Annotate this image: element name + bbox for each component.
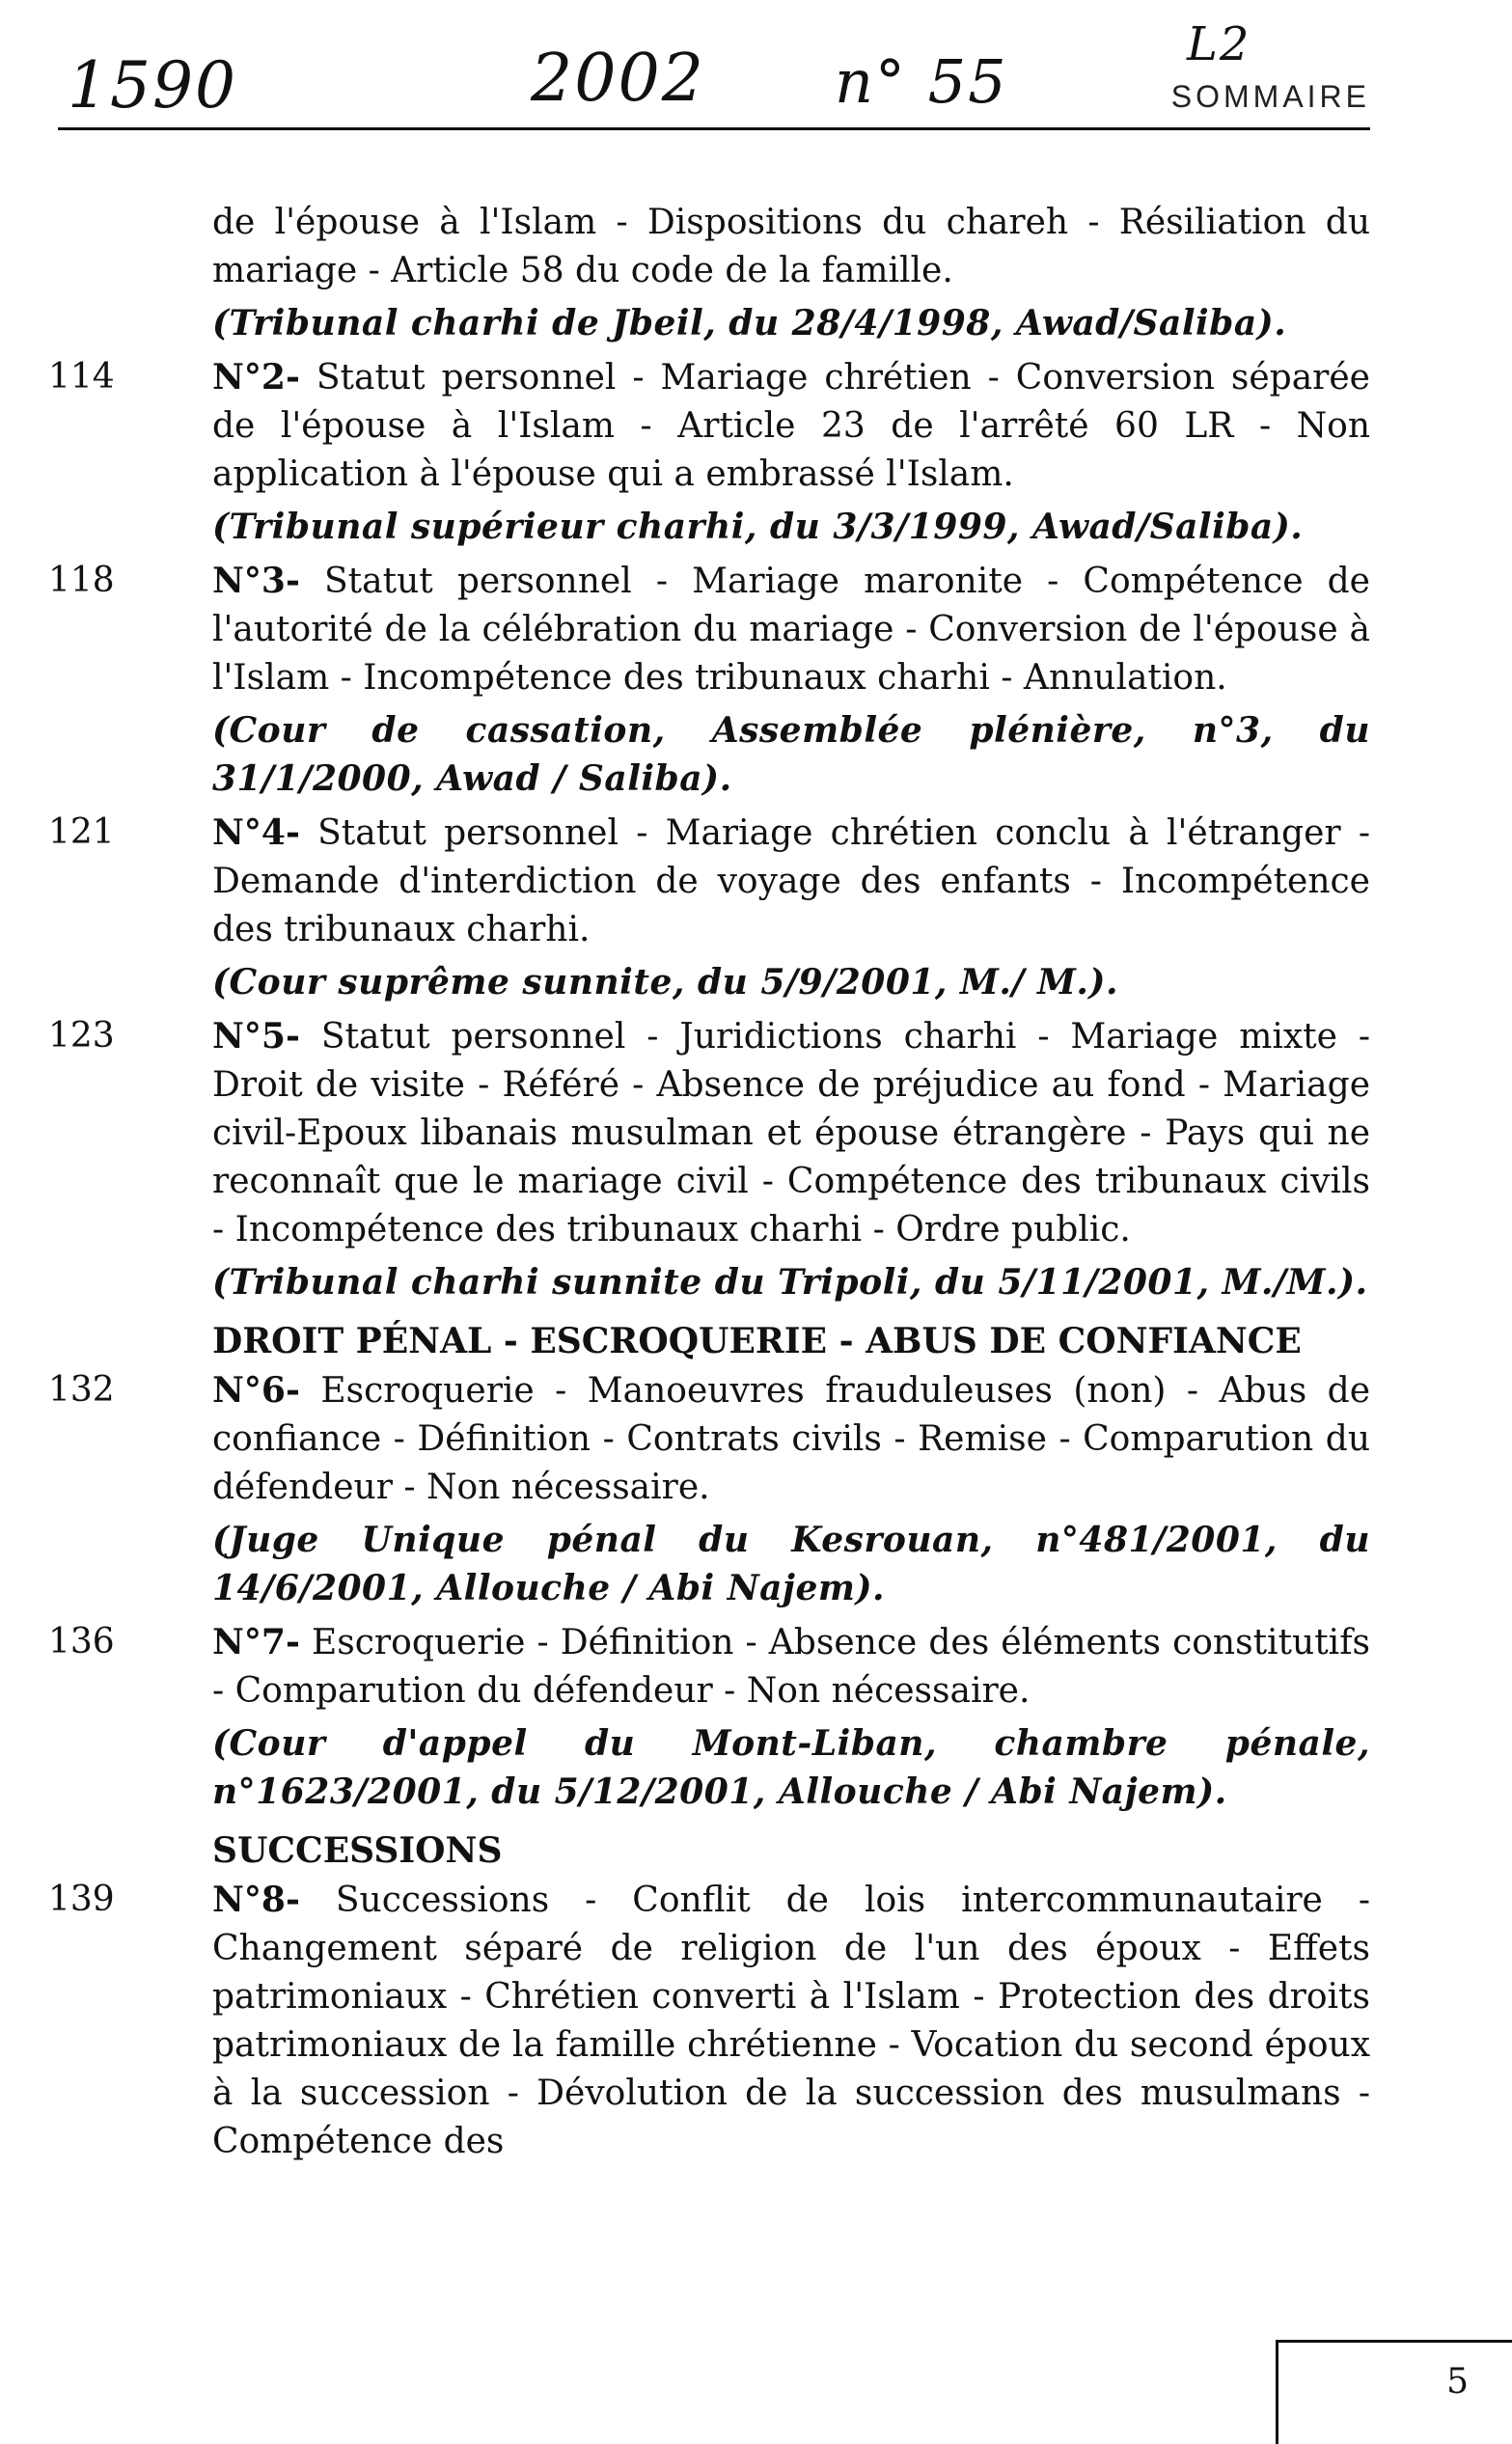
entry-page-number: [0, 198, 212, 347]
summary-entry: [0, 198, 1512, 347]
entry-body: [212, 1012, 1370, 1306]
section-heading-successions: SUCCESSIONS: [212, 1830, 503, 1871]
summary-entry: [0, 353, 1512, 551]
entry-source: (Cour suprême sunnite, du 5/9/2001, M./ M.).: [212, 962, 1118, 1002]
section-heading-row: [0, 1312, 1512, 1366]
entry-text: [212, 353, 1370, 499]
entry-label: N°2-: [212, 357, 300, 398]
entry-body: [212, 557, 1370, 803]
handwritten-annotation-1: 1590: [68, 48, 237, 123]
section-heading-droit-penal: DROIT PÉNAL - ESCROQUERIE - ABUS DE CONFIANCE: [212, 1321, 1302, 1361]
entry-text: [212, 809, 1370, 954]
footer-page-box: [1276, 2340, 1512, 2444]
entry-text: [212, 1012, 1370, 1254]
entry-page-number: 121: [48, 812, 115, 852]
entry-text: [212, 557, 1370, 702]
entry-description: Escroquerie - Manoeuvres frauduleuses (non) - Abus de confiance - Définition - Contrats civils - Remise - Comparution du défendeur - Non nécessaire.: [212, 1371, 1370, 1507]
summary-entry: [0, 809, 1512, 1006]
entry-description: Escroquerie - Définition - Absence des éléments constitutifs - Comparution du défendeur - Non nécessaire.: [212, 1623, 1370, 1711]
section-heading-row: [0, 1822, 1512, 1876]
entry-label: N°7-: [212, 1622, 300, 1662]
entry-text: [212, 198, 1370, 295]
header-rule: [58, 127, 1370, 130]
entry-page-number: 118: [48, 561, 115, 600]
entry-label: N°8-: [212, 1880, 300, 1920]
handwritten-annotation-4: L2: [1187, 17, 1251, 71]
entry-description: Statut personnel - Mariage maronite - Compétence de l'autorité de la célébration du mariage - Conversion de l'épouse à l'Islam - Incompétence des tribunaux charhi - Annulation.: [212, 562, 1370, 698]
entry-label: N°4-: [212, 812, 300, 853]
entry-text: [212, 1876, 1370, 2166]
entry-source: (Juge Unique pénal du Kesrouan, n°481/2001, du 14/6/2001, Allouche / Abi Najem).: [212, 1520, 1370, 1608]
entry-description: Statut personnel - Mariage chrétien - Conversion séparée de l'épouse à l'Islam - Article 23 de l'arrêté 60 LR - Non application à l'épouse qui a embrassé l'Islam.: [212, 358, 1370, 494]
handwritten-annotation-3: n° 55: [835, 46, 1008, 117]
entry-body: [212, 198, 1370, 347]
entry-page-number: 136: [48, 1622, 115, 1661]
entry-page-number: 114: [48, 357, 115, 397]
entry-description: de l'épouse à l'Islam - Dispositions du chareh - Résiliation du mariage - Article 58 du code de la famille.: [212, 203, 1370, 290]
entry-page-number: 123: [48, 1016, 115, 1056]
summary-entry: [0, 1618, 1512, 1816]
entry-source: (Cour de cassation, Assemblée plénière, n°3, du 31/1/2000, Awad / Saliba).: [212, 710, 1370, 799]
entry-page-number: 132: [48, 1370, 115, 1410]
entry-label: N°5-: [212, 1016, 300, 1057]
entry-source: (Tribunal charhi de Jbeil, du 28/4/1998, Awad/Saliba).: [212, 303, 1287, 343]
handwritten-annotation-2: 2002: [531, 41, 706, 117]
summary-entry: [0, 1876, 1512, 2166]
entry-source: (Cour d'appel du Mont-Liban, chambre pénale, n°1623/2001, du 5/12/2001, Allouche / Abi Najem).: [212, 1723, 1370, 1812]
entry-text: [212, 1366, 1370, 1512]
entry-source: (Tribunal supérieur charhi, du 3/3/1999, Awad/Saliba).: [212, 507, 1304, 547]
summary-entry: [0, 557, 1512, 803]
entry-body: [212, 1366, 1370, 1612]
summary-content: [0, 198, 1512, 2172]
heading-spacer: [0, 1822, 212, 1876]
page-header: [53, 17, 1370, 130]
entry-page-number: 139: [48, 1880, 115, 1919]
section-title: SOMMAIRE: [1170, 79, 1370, 114]
entry-body: [212, 809, 1370, 1006]
entry-body: [212, 1618, 1370, 1816]
entry-label: N°6-: [212, 1370, 300, 1411]
summary-entry: [0, 1012, 1512, 1306]
entry-description: Statut personnel - Juridictions charhi - Mariage mixte - Droit de visite - Référé - Absence de préjudice au fond - Mariage civil-Epoux libanais musulman et épouse étrangère - Pays qui ne reconnaît que le mariage civil - Compétence des tribunaux civils - Incompétence des tribunaux charhi - Ordre public.: [212, 1017, 1371, 1249]
entry-body: [212, 353, 1370, 551]
entry-description: Statut personnel - Mariage chrétien conclu à l'étranger - Demande d'interdiction de voyage des enfants - Incompétence des tribunaux charhi.: [212, 813, 1370, 949]
entry-source: (Tribunal charhi sunnite du Tripoli, du 5/11/2001, M./M.).: [212, 1262, 1368, 1303]
entry-description: Successions - Conflit de lois intercommunautaire - Changement séparé de religion de l'un des époux - Effets patrimoniaux - Chrétien converti à l'Islam - Protection des droits patrimoniaux de la famille chrétienne - Vocation du second époux à la succession - Dévolution de la succession des musulmans - Compétence des: [212, 1881, 1371, 2161]
page-number: 5: [1446, 2362, 1469, 2402]
entry-label: N°3-: [212, 561, 300, 601]
heading-spacer: [0, 1312, 212, 1366]
summary-entry: [0, 1366, 1512, 1612]
entry-text: [212, 1618, 1370, 1716]
entry-body: [212, 1876, 1370, 2166]
